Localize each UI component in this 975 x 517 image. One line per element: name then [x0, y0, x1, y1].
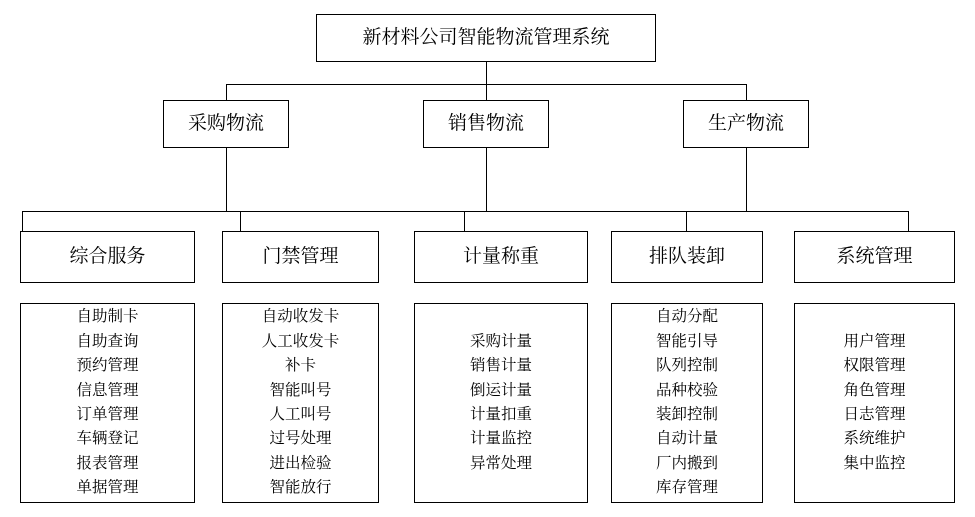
leaf-item: 自助制卡 — [76, 308, 139, 326]
node-leaflist-access-control — [222, 303, 379, 503]
leaf-item: 库存管理 — [655, 479, 718, 497]
leaf-item: 厂内搬到 — [655, 454, 718, 472]
leaf-item: 预约管理 — [76, 357, 139, 375]
node-sales-logistics-label: 销售物流 — [447, 113, 524, 135]
node-root — [316, 14, 656, 62]
node-leaflist-queue-loading — [611, 303, 763, 503]
connector-module-drop-1 — [22, 211, 23, 231]
leaf-item: 人工收发卡 — [261, 332, 340, 350]
leaf-item: 车辆登记 — [76, 430, 139, 448]
node-procurement-logistics — [163, 100, 289, 148]
connector-level2-drop-3 — [746, 84, 747, 100]
leaf-item: 计量监控 — [469, 430, 532, 448]
connector-module-bus — [22, 211, 909, 212]
node-module-access-control — [222, 231, 379, 283]
connector-module-drop-2 — [240, 211, 241, 231]
node-module-access-control-label: 门禁管理 — [262, 246, 339, 268]
leaf-item: 装卸控制 — [655, 406, 718, 423]
leaf-item: 用户管理 — [843, 332, 906, 350]
leaf-item: 自动计量 — [655, 430, 718, 448]
node-production-logistics — [683, 100, 809, 148]
leaf-item: 倒运计量 — [469, 381, 532, 399]
connector-level2-stem-3 — [746, 148, 747, 211]
leaf-item: 单据管理 — [76, 479, 139, 497]
node-production-logistics-label: 生产物流 — [707, 113, 784, 135]
node-module-queue-loading — [611, 231, 763, 283]
leaf-item: 系统维护 — [843, 430, 906, 448]
leaf-item: 报表管理 — [76, 454, 139, 472]
leaf-item: 信息管理 — [76, 381, 139, 399]
node-sales-logistics — [423, 100, 549, 148]
node-module-comprehensive-service — [20, 231, 195, 283]
leaflist-comprehensive-service — [76, 305, 138, 501]
leaf-item: 异常处理 — [469, 454, 532, 472]
leaf-item: 进出检验 — [269, 454, 332, 472]
leaflist-queue-loading — [656, 305, 718, 501]
leaf-item: 自动收发卡 — [261, 308, 340, 326]
node-module-system-management-label: 系统管理 — [836, 246, 913, 268]
leaf-item: 人工叫号 — [269, 406, 332, 423]
leaflist-weighing — [470, 330, 532, 477]
leaf-item: 品种校验 — [655, 381, 718, 399]
leaflist-system-management — [843, 330, 905, 477]
connector-level2-stem-2 — [486, 148, 487, 211]
leaf-item: 智能放行 — [269, 479, 332, 497]
node-leaflist-system-management — [794, 303, 955, 503]
leaf-item: 销售计量 — [469, 357, 532, 375]
connector-level2-drop-1 — [226, 84, 227, 100]
leaf-item: 计量扣重 — [469, 406, 532, 423]
leaf-item: 自助查询 — [76, 332, 139, 350]
node-module-comprehensive-service-label: 综合服务 — [69, 246, 146, 268]
node-module-queue-loading-label: 排队装卸 — [648, 246, 725, 268]
leaf-item: 角色管理 — [843, 381, 906, 399]
connector-module-drop-3 — [464, 211, 465, 231]
connector-module-drop-5 — [908, 211, 909, 231]
connector-level2-drop-2 — [486, 84, 487, 100]
node-module-system-management — [794, 231, 955, 283]
leaf-item: 智能引导 — [655, 332, 718, 350]
node-root-label: 新材料公司智能物流管理系统 — [362, 27, 610, 49]
connector-root-stem — [486, 62, 487, 84]
leaf-item: 采购计量 — [469, 332, 532, 350]
leaf-item: 集中监控 — [843, 454, 906, 472]
leaf-item: 智能叫号 — [269, 381, 332, 399]
leaf-item: 日志管理 — [843, 406, 906, 423]
node-leaflist-weighing — [414, 303, 588, 503]
leaf-item: 自动分配 — [655, 308, 718, 326]
leaf-item: 过号处理 — [269, 430, 332, 448]
leaflist-access-control — [262, 305, 340, 501]
connector-module-drop-4 — [686, 211, 687, 231]
leaf-item: 订单管理 — [76, 406, 139, 423]
leaf-item: 权限管理 — [843, 357, 906, 375]
leaf-item: 补卡 — [284, 357, 316, 375]
node-leaflist-comprehensive-service — [20, 303, 195, 503]
connector-level2-stem-1 — [226, 148, 227, 211]
leaf-item: 队列控制 — [655, 357, 718, 375]
node-module-weighing — [414, 231, 588, 283]
node-module-weighing-label: 计量称重 — [462, 246, 539, 268]
node-procurement-logistics-label: 采购物流 — [187, 113, 264, 135]
